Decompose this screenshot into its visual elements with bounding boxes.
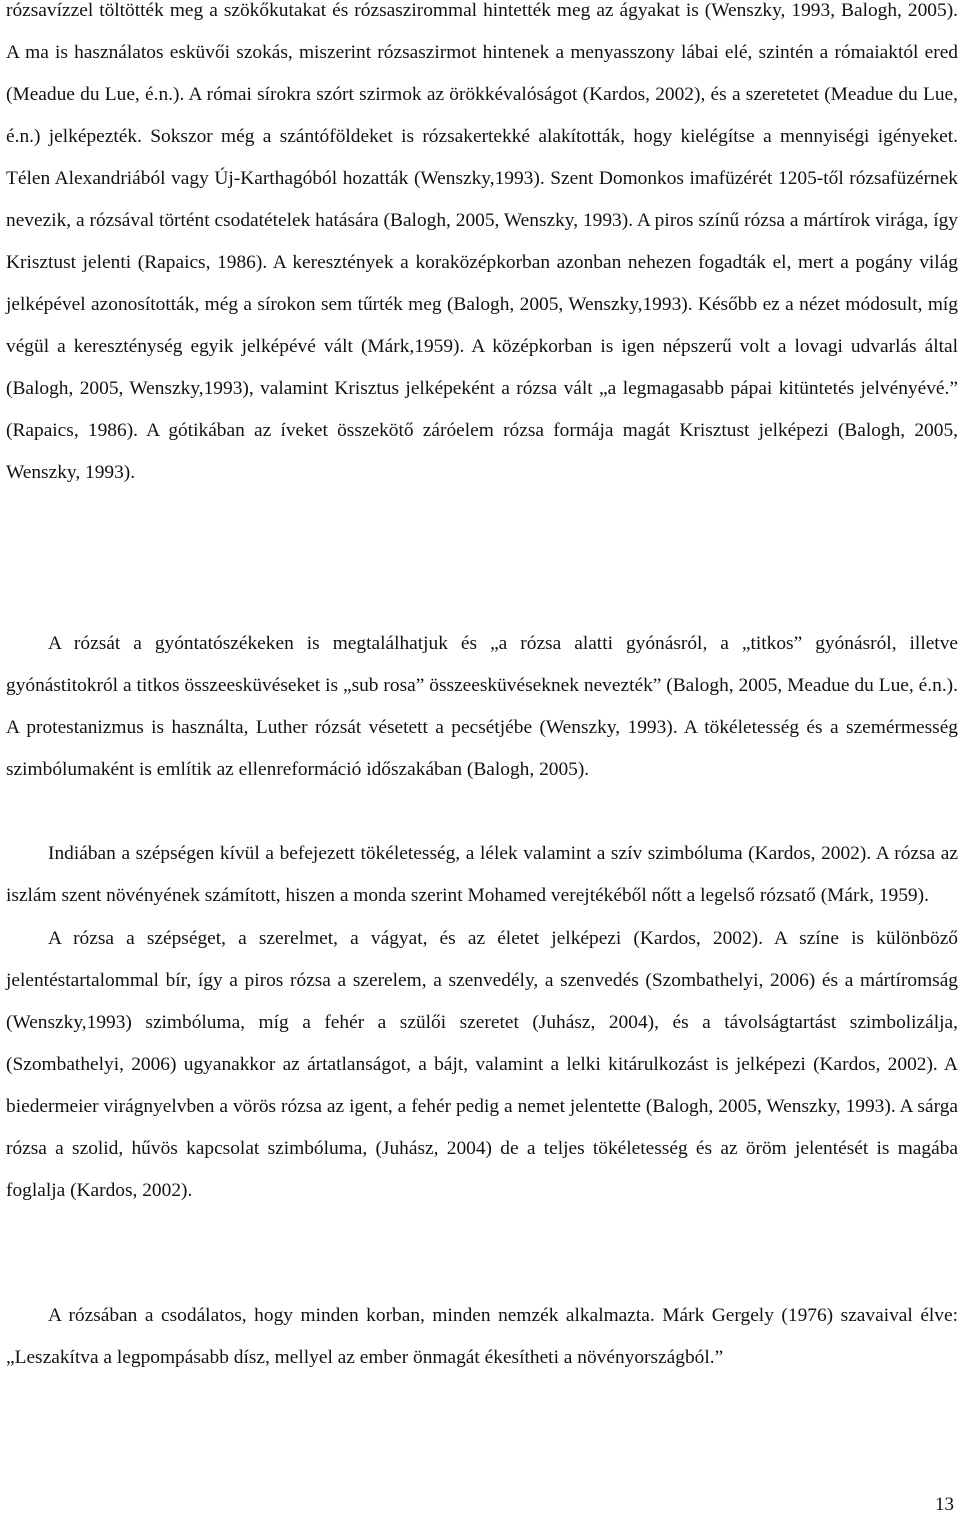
page-number: 13 <box>935 1494 954 1515</box>
body-paragraph <box>6 0 958 494</box>
paragraph-text: Indiában a szépségen kívül a befejezett tökéletesség, a lélek valamint a szív szimbóluma (Kardos, 2002). A rózsa az iszlám szent növényének számított, hiszen a monda szerint Mohamed verejtékéből nőtt a legelső rózsatő (Márk, 1959). <box>6 843 958 906</box>
paragraph-text: A rózsában a csodálatos, hogy minden korban, minden nemzék alkalmazta. Márk Gergely (1976) szavaival élve: „Leszakítva a legpompásabb dísz, mellyel az ember önmagát ékesítheti a növényországból.” <box>6 1305 958 1368</box>
paragraph-text: A rózsa a szépséget, a szerelmet, a vágyat, és az életet jelképezi (Kardos, 2002). A színe is különböző jelentéstartalommal bír, így a piros rózsa a szerelem, a szenvedély, a szenvedés (Szombathelyi, 2006) és a mártíromság (Wenszky,1993) szimbóluma, míg a fehér a szülői szeretet (Juhász, 2004), és a távolságtartást szimbolizálja, (Szombathelyi, 2006) ugyanakkor az ártatlanságot, a bájt, valamint a lelki kitárulkozást is jelképezi (Kardos, 2002). A biedermeier virágnyelvben a vörös rózsa az igent, a fehér pedig a nemet jelentette (Balogh, 2005, Wenszky, 1993). A sárga rózsa a szolid, hűvös kapcsolat szimbóluma, (Juhász, 2004) de a teljes tökéletesség és az öröm jelentését is magába foglalja (Kardos, 2002). <box>6 928 958 1201</box>
body-paragraph <box>6 833 958 917</box>
body-paragraph <box>6 1295 958 1379</box>
paragraph-text: rózsavízzel töltötték meg a szökőkutakat és rózsaszirommal hintették meg az ágyakat is (Wenszky, 1993, Balogh, 2005). A ma is használatos esküvői szokás, miszerint rózsaszirmot hintenek a menyasszony lábai elé, szintén a rómaiaktól ered (Meadue du Lue, é.n.). A római sírokra szórt szirmok az örökkévalóságot (Kardos, 2002), és a szeretetet (Meadue du Lue, é.n.) jelképezték. Sokszor még a szántóföldeket is rózsakertekké alakították, hogy kielégítse a mennyiségi igényeket. Télen Alexandriából vagy Új-Karthagóból hozatták (Wenszky,1993). Szent Domonkos imafüzérét 1205-től rózsafüzérnek nevezik, a rózsával történt csodatételek hatására (Balogh, 2005, Wenszky, 1993). A piros színű rózsa a mártírok virága, így Krisztust jelenti (Rapaics, 1986). A keresztények a koraközépkorban azonban nehezen fogadták el, mert a pogány világ jelképével azonosították, még a sírokon sem tűrték meg (Balogh, 2005, Wenszky,1993). Később ez a nézet módosult, míg végül a kereszténység egyik jelképévé vált (Márk,1959). A középkorban is igen népszerű volt a lovagi udvarlás által (Balogh, 2005, Wenszky,1993), valamint Krisztus jelképeként a rózsa vált „a legmagasabb pápai kitüntetés jelvényévé.” (Rapaics, 1986). A gótikában az íveket összekötő záróelem rózsa formája magát Krisztust jelképezi (Balogh, 2005, Wenszky, 1993). <box>6 0 958 483</box>
body-paragraph <box>6 918 958 1212</box>
paragraph-text: A rózsát a gyóntatószékeken is megtalálhatjuk és „a rózsa alatti gyónásról, a „titkos” gyónásról, illetve gyónástitokról a titkos összeesküvéseket is „sub rosa” összeesküvéseknek nevezték” (Balogh, 2005, Meadue du Lue, é.n.). A protestanizmus is használta, Luther rózsát vésetett a pecsétjébe (Wenszky, 1993). A tökéletesség és a szemérmesség szimbólumaként is említik az ellenreformáció időszakában (Balogh, 2005). <box>6 633 958 780</box>
body-paragraph <box>6 623 958 791</box>
